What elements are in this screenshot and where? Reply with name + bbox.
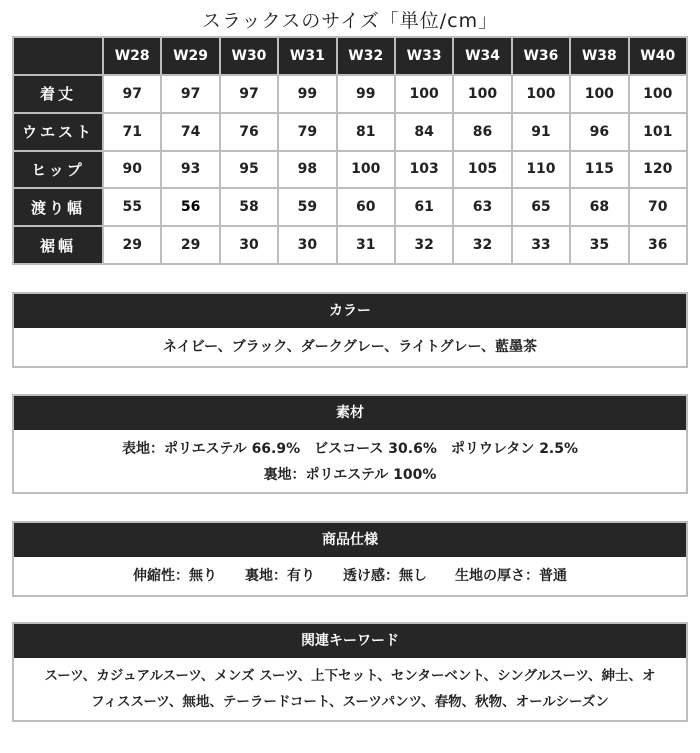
color-section-body: [14, 328, 686, 360]
table-row: [13, 226, 687, 264]
material-outer: 表地：ポリエステル 66.9% ビスコース 30.6% ポリウレタン 2.5%: [121, 441, 579, 457]
keyword-section: [12, 622, 688, 722]
table-row: [13, 188, 687, 226]
table-row: [13, 113, 687, 151]
table-cell: 76: [220, 113, 278, 151]
table-cell: 68: [570, 188, 628, 226]
keyword-section-body: [14, 658, 686, 715]
table-cell: 84: [395, 113, 453, 151]
table-cell: 86: [453, 113, 511, 151]
table-cell: 99: [337, 75, 395, 113]
table-cell: 100: [395, 75, 453, 113]
table-cell: 32: [453, 226, 511, 264]
table-cell: 115: [570, 151, 628, 189]
table-cell: 103: [395, 151, 453, 189]
size-col-header: W30: [220, 37, 278, 75]
table-cell: 30: [278, 226, 336, 264]
table-cell: 56: [161, 188, 219, 226]
material-lining: 裏地：ポリエステル 100%: [263, 467, 437, 483]
table-cell: 100: [337, 151, 395, 189]
table-cell: 30: [220, 226, 278, 264]
table-cell: 93: [161, 151, 219, 189]
table-row: [13, 75, 687, 113]
keyword-line: フィススーツ、無地、テーラードコート、スーツパンツ、春物、秋物、オールシーズン: [91, 694, 609, 710]
table-cell: 36: [629, 226, 687, 264]
table-cell: 35: [570, 226, 628, 264]
size-table-corner: [13, 37, 103, 75]
table-cell: 100: [570, 75, 628, 113]
size-col-header: W38: [570, 37, 628, 75]
table-cell: 96: [570, 113, 628, 151]
size-col-header: W32: [337, 37, 395, 75]
spec-section-header: 商品仕様: [14, 523, 686, 557]
keyword-line: スーツ、カジュアルスーツ、メンズ スーツ、上下セット、センターベント、シングルスーツ、紳士、オ: [44, 668, 656, 684]
color-list: ネイビー、ブラック、ダークグレー、ライトグレー、藍墨茶: [163, 339, 537, 355]
table-cell: 65: [512, 188, 570, 226]
table-cell: 74: [161, 113, 219, 151]
table-cell: 100: [512, 75, 570, 113]
table-cell: 120: [629, 151, 687, 189]
color-section: [12, 292, 688, 368]
table-cell: 71: [103, 113, 161, 151]
table-cell: 97: [103, 75, 161, 113]
table-cell: 32: [395, 226, 453, 264]
table-cell: 100: [453, 75, 511, 113]
color-section-header: カラー: [14, 294, 686, 328]
page-title: スラックスのサイズ「単位/cm」: [201, 10, 499, 32]
table-cell: 91: [512, 113, 570, 151]
row-header: 渡り幅: [13, 188, 103, 226]
table-cell: 79: [278, 113, 336, 151]
table-cell: 31: [337, 226, 395, 264]
table-cell: 110: [512, 151, 570, 189]
table-cell: 70: [629, 188, 687, 226]
spec-section: [12, 521, 688, 597]
table-cell: 63: [453, 188, 511, 226]
row-header: ヒップ: [13, 151, 103, 189]
material-section: [12, 394, 688, 494]
table-cell: 58: [220, 188, 278, 226]
table-cell: 59: [278, 188, 336, 226]
size-table: [12, 36, 688, 265]
table-cell: 100: [629, 75, 687, 113]
size-col-header: W40: [629, 37, 687, 75]
size-col-header: W36: [512, 37, 570, 75]
table-cell: 60: [337, 188, 395, 226]
row-header: 裾幅: [13, 226, 103, 264]
table-cell: 33: [512, 226, 570, 264]
table-cell: 90: [103, 151, 161, 189]
size-col-header: W31: [278, 37, 336, 75]
size-col-header: W33: [395, 37, 453, 75]
table-cell: 99: [278, 75, 336, 113]
table-cell: 97: [161, 75, 219, 113]
table-cell: 29: [103, 226, 161, 264]
table-cell: 105: [453, 151, 511, 189]
table-cell: 97: [220, 75, 278, 113]
table-cell: 81: [337, 113, 395, 151]
keyword-section-header: 関連キーワード: [14, 624, 686, 658]
size-table-header-row: [13, 37, 687, 75]
table-cell: 98: [278, 151, 336, 189]
table-cell: 61: [395, 188, 453, 226]
material-section-header: 素材: [14, 396, 686, 430]
table-cell: 95: [220, 151, 278, 189]
spec-text: 伸縮性：無り 裏地：有り 透け感：無し 生地の厚さ：普通: [133, 568, 567, 584]
material-section-body: [14, 430, 686, 488]
spec-section-body: [14, 557, 686, 589]
table-cell: 55: [103, 188, 161, 226]
row-header: 着丈: [13, 75, 103, 113]
table-cell: 101: [629, 113, 687, 151]
size-col-header: W28: [103, 37, 161, 75]
size-col-header: W34: [453, 37, 511, 75]
row-header: ウエスト: [13, 113, 103, 151]
table-cell: 29: [161, 226, 219, 264]
size-col-header: W29: [161, 37, 219, 75]
table-row: [13, 151, 687, 189]
